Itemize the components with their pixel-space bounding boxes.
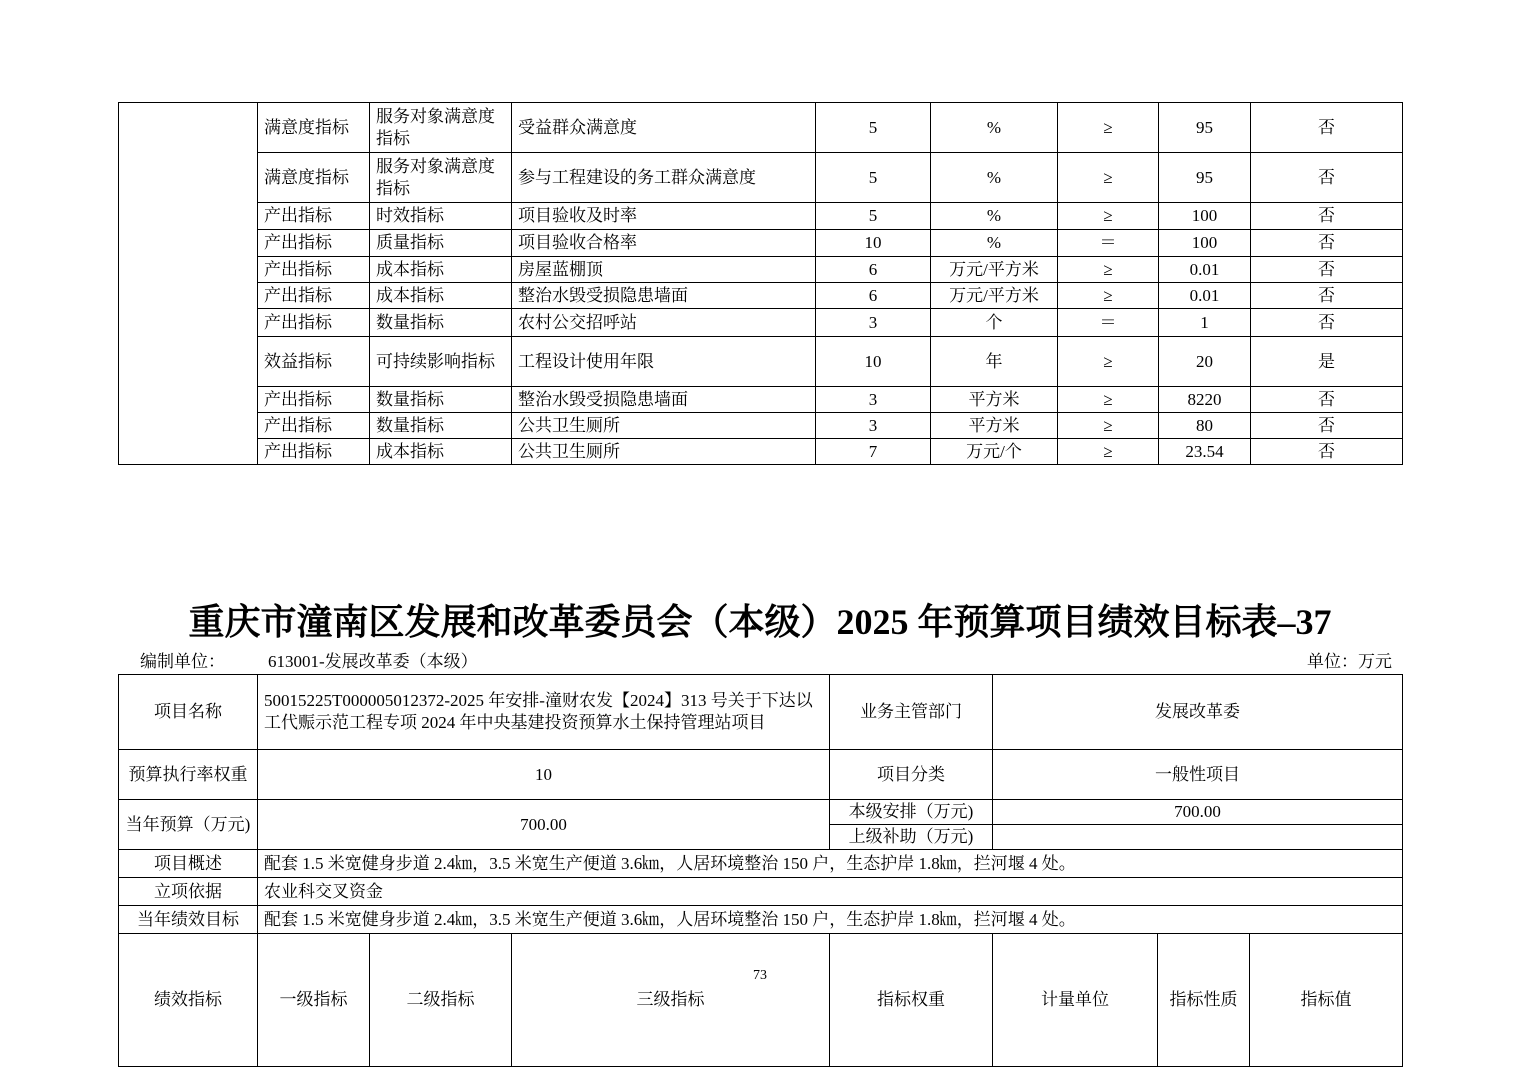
overview-value: 配套 1.5 米宽健身步道 2.4㎞，3.5 米宽生产便道 3.6㎞，人居环境整治 150 户，生态护岸 1.8㎞，拦河堰 4 处。	[258, 850, 1403, 878]
nature-cell: ≥	[1058, 153, 1159, 203]
nature-cell: ≥	[1058, 337, 1159, 387]
compiling-unit-value: 613001-发展改革委（本级）	[268, 652, 478, 671]
core-cell: 否	[1251, 439, 1403, 465]
core-cell: 否	[1251, 203, 1403, 230]
level2-cell: 质量指标	[370, 230, 512, 257]
weight-cell: 3	[816, 387, 931, 413]
top-indicator-table	[118, 102, 1403, 465]
category-value: 一般性项目	[993, 750, 1403, 800]
level2-cell: 服务对象满意度指标	[370, 153, 512, 203]
weight-cell: 5	[816, 153, 931, 203]
exec-weight-label: 预算执行率权重	[119, 750, 258, 800]
upper-subsidy-label: 上级补助（万元)	[830, 825, 993, 850]
header-cell: 指标性质	[1158, 934, 1250, 1067]
unit-cell: 平方米	[931, 387, 1058, 413]
core-cell: 否	[1251, 257, 1403, 283]
unit-cell: 万元/平方米	[931, 283, 1058, 309]
project-name-label: 项目名称	[119, 675, 258, 750]
header-cell: 二级指标	[370, 934, 512, 1067]
nature-cell: ≥	[1058, 283, 1159, 309]
level1-cell: 产出指标	[258, 439, 370, 465]
value-cell: 95	[1159, 153, 1251, 203]
value-cell: 100	[1159, 230, 1251, 257]
compiling-unit-label: 编制单位：	[140, 652, 225, 671]
nature-cell: ≥	[1058, 413, 1159, 439]
exec-weight-value: 10	[258, 750, 830, 800]
overview-row	[119, 850, 1403, 878]
core-cell: 否	[1251, 103, 1403, 153]
level3-cell: 项目验收合格率	[512, 230, 816, 257]
unit-cell: %	[931, 230, 1058, 257]
self-arranged-label: 本级安排（万元)	[830, 800, 993, 825]
header-cell: 一级指标	[258, 934, 370, 1067]
table-row	[119, 203, 1403, 230]
budget-row	[119, 800, 1403, 825]
core-cell: 否	[1251, 153, 1403, 203]
basis-label: 立项依据	[119, 878, 258, 906]
core-cell: 是	[1251, 337, 1403, 387]
value-cell: 80	[1159, 413, 1251, 439]
weight-cell: 7	[816, 439, 931, 465]
currency-unit: 单位：万元	[1307, 652, 1392, 671]
basis-row	[119, 878, 1403, 906]
nature-cell: ≥	[1058, 439, 1159, 465]
unit-cell: 年	[931, 337, 1058, 387]
level1-cell: 产出指标	[258, 257, 370, 283]
value-cell: 100	[1159, 203, 1251, 230]
level1-cell: 产出指标	[258, 309, 370, 337]
project-name-row	[119, 675, 1403, 750]
weight-cell: 3	[816, 413, 931, 439]
nature-cell: ≥	[1058, 257, 1159, 283]
nature-cell: ≥	[1058, 387, 1159, 413]
table-row	[119, 257, 1403, 283]
level3-cell: 农村公交招呼站	[512, 309, 816, 337]
core-cell: 否	[1251, 283, 1403, 309]
nature-cell: ≥	[1058, 103, 1159, 153]
level1-cell: 产出指标	[258, 387, 370, 413]
level1-cell: 效益指标	[258, 337, 370, 387]
unit-cell: 万元/平方米	[931, 257, 1058, 283]
level2-cell: 成本指标	[370, 439, 512, 465]
unit-cell: %	[931, 203, 1058, 230]
level3-cell: 房屋蓝棚顶	[512, 257, 816, 283]
level2-cell: 服务对象满意度指标	[370, 103, 512, 153]
unit-cell: %	[931, 103, 1058, 153]
level3-cell: 整治水毁受损隐患墙面	[512, 387, 816, 413]
page-number: 73	[753, 968, 767, 983]
level3-cell: 工程设计使用年限	[512, 337, 816, 387]
core-cell: 否	[1251, 309, 1403, 337]
level2-cell: 成本指标	[370, 283, 512, 309]
dept-label: 业务主管部门	[830, 675, 993, 750]
header-cell: 指标权重	[830, 934, 993, 1067]
project-name-value: 50015225T000005012372-2025 年安排-潼财农发【2024】313 号关于下达以工代赈示范工程专项 2024 年中央基建投资预算水土保持管理站项目	[258, 675, 830, 750]
value-cell: 95	[1159, 103, 1251, 153]
goal-row	[119, 906, 1403, 934]
level1-cell: 产出指标	[258, 283, 370, 309]
level3-cell: 公共卫生厕所	[512, 439, 816, 465]
table-row	[119, 230, 1403, 257]
table-row	[119, 309, 1403, 337]
weight-cell: 5	[816, 103, 931, 153]
value-cell: 0.01	[1159, 257, 1251, 283]
self-arranged-value: 700.00	[993, 800, 1403, 825]
level1-cell: 满意度指标	[258, 103, 370, 153]
core-cell: 否	[1251, 387, 1403, 413]
level1-cell: 产出指标	[258, 203, 370, 230]
table-row	[119, 337, 1403, 387]
header-cell: 指标值	[1250, 934, 1403, 1067]
weight-cell: 10	[816, 337, 931, 387]
nature-cell: ≥	[1058, 203, 1159, 230]
level3-cell: 项目验收及时率	[512, 203, 816, 230]
dept-value: 发展改革委	[993, 675, 1403, 750]
indicator-header-row	[119, 934, 1403, 1067]
budget-label: 当年预算（万元)	[119, 800, 258, 850]
project-info-table	[118, 674, 1403, 1067]
value-cell: 23.54	[1159, 439, 1251, 465]
level3-cell: 公共卫生厕所	[512, 413, 816, 439]
goal-label: 当年绩效目标	[119, 906, 258, 934]
unit-cell: 个	[931, 309, 1058, 337]
core-cell: 否	[1251, 230, 1403, 257]
budget-value: 700.00	[258, 800, 830, 850]
table-row	[119, 413, 1403, 439]
header-cell: 计量单位	[993, 934, 1158, 1067]
level1-cell: 产出指标	[258, 230, 370, 257]
level2-cell: 成本指标	[370, 257, 512, 283]
level1-cell: 满意度指标	[258, 153, 370, 203]
weight-cell: 6	[816, 283, 931, 309]
upper-subsidy-value	[993, 825, 1403, 850]
value-cell: 0.01	[1159, 283, 1251, 309]
weight-cell: 3	[816, 309, 931, 337]
overview-label: 项目概述	[119, 850, 258, 878]
level1-cell: 产出指标	[258, 413, 370, 439]
weight-cell: 6	[816, 257, 931, 283]
category-label: 项目分类	[830, 750, 993, 800]
level2-cell: 可持续影响指标	[370, 337, 512, 387]
basis-value: 农业科交叉资金	[258, 878, 1403, 906]
weight-cell: 10	[816, 230, 931, 257]
unit-cell: 平方米	[931, 413, 1058, 439]
level2-cell: 数量指标	[370, 387, 512, 413]
header-cell: 绩效指标	[119, 934, 258, 1067]
value-cell: 20	[1159, 337, 1251, 387]
level3-cell: 整治水毁受损隐患墙面	[512, 283, 816, 309]
exec-weight-row	[119, 750, 1403, 800]
unit-cell: 万元/个	[931, 439, 1058, 465]
level2-cell: 数量指标	[370, 413, 512, 439]
value-cell: 1	[1159, 309, 1251, 337]
table-row	[119, 283, 1403, 309]
header-cell: 三级指标	[512, 934, 830, 1067]
performance-indicator-span-cell	[119, 103, 258, 465]
nature-cell: ＝	[1058, 230, 1159, 257]
unit-cell: %	[931, 153, 1058, 203]
value-cell: 8220	[1159, 387, 1251, 413]
nature-cell: ＝	[1058, 309, 1159, 337]
level3-cell: 受益群众满意度	[512, 103, 816, 153]
table-row	[119, 439, 1403, 465]
level2-cell: 时效指标	[370, 203, 512, 230]
table-row	[119, 103, 1403, 153]
core-cell: 否	[1251, 413, 1403, 439]
level2-cell: 数量指标	[370, 309, 512, 337]
goal-value: 配套 1.5 米宽健身步道 2.4㎞，3.5 米宽生产便道 3.6㎞，人居环境整治 150 户，生态护岸 1.8㎞，拦河堰 4 处。	[258, 906, 1403, 934]
level3-cell: 参与工程建设的务工群众满意度	[512, 153, 816, 203]
weight-cell: 5	[816, 203, 931, 230]
table-row	[119, 387, 1403, 413]
table-row	[119, 153, 1403, 203]
document-title: 重庆市潼南区发展和改革委员会（本级）2025 年预算项目绩效目标表–37	[188, 602, 1332, 642]
